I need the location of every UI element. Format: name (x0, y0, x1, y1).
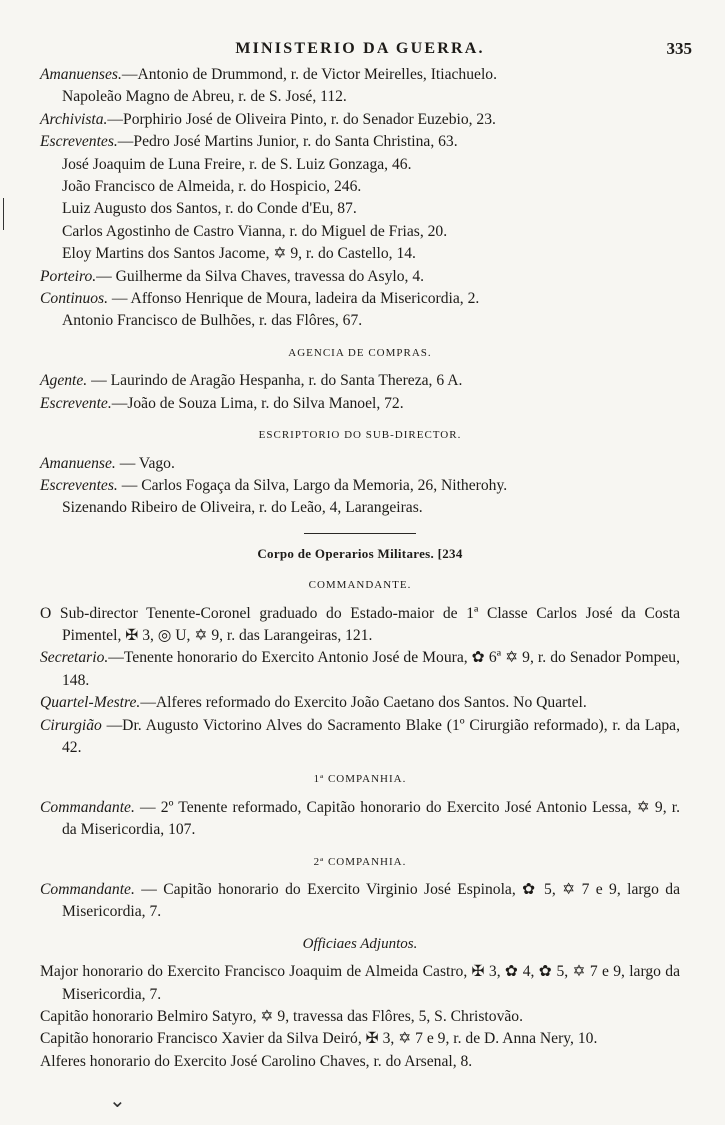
entry-label: Porteiro. (40, 267, 97, 285)
entry (40, 797, 680, 842)
section-heading-officiaes: Officiaes Adjuntos. (302, 935, 418, 952)
page-edge-mark (3, 198, 4, 230)
entry (40, 475, 680, 497)
entry-text: Capitão honorario Belmiro Satyro, ✡ 9, travessa das Flôres, 5, S. Christovão. (40, 1008, 523, 1026)
entry-label: Escreventes. (40, 133, 118, 151)
entry-label: Secretario. (40, 649, 109, 667)
entry (40, 879, 680, 924)
section-staff (40, 64, 680, 333)
entry-text: — Affonso Henrique de Moura, ladeira da Misericordia, 2. (108, 290, 480, 308)
entry (40, 715, 680, 760)
entry-text: —Porphirio José de Oliveira Pinto, r. do Senador Euzebio, 23. (107, 110, 496, 128)
entry (40, 86, 680, 108)
entry (40, 393, 680, 415)
entry-label: Amanuense. (40, 454, 116, 472)
entry-text: — Guilherme da Silva Chaves, travessa do Asylo, 4. (96, 267, 425, 285)
entry-text: Alferes honorario do Exercito José Carolino Chaves, r. do Arsenal, 8. (40, 1052, 473, 1070)
entry (40, 961, 680, 1006)
section-heading-commandante: COMMANDANTE. (308, 579, 412, 592)
pen-stroke-mark: ⌄ (109, 1090, 126, 1112)
entry-text: —Dr. Augusto Victorino Alves do Sacramento Blake (1º Cirurgião reformado), r. da Lapa, 42. (62, 716, 680, 756)
entry-text: — Carlos Fogaça da Silva, Largo da Memoria, 26, Nitherohy. (117, 476, 508, 494)
entry-text: —Antonio de Drummond, r. de Victor Meirelles, Itiachuelo. (121, 66, 497, 83)
entry-label: Archivista. (40, 110, 108, 128)
entry-text: Antonio Francisco de Bulhões, r. das Flôres, 67. (62, 312, 363, 330)
document-page (40, 38, 692, 1073)
entry-text: Carlos Agostinho de Castro Vianna, r. do Miguel de Frias, 20. (62, 222, 448, 240)
section-heading-agencia: AGENCIA DE COMPRAS. (288, 346, 432, 359)
entry-text: — 2º Tenente reformado, Capitão honorario do Exercito José Antonio Lessa, ✡ 9, r. da Misericordia, 107. (62, 798, 680, 839)
entry (40, 154, 680, 176)
entry (40, 131, 680, 153)
entry-label: Amanuenses. (40, 66, 122, 83)
entry-text: — Laurindo de Aragão Hespanha, r. do Santa Thereza, 6 A. (87, 372, 463, 390)
entry-text: Capitão honorario Francisco Xavier da Silva Deiró, ✠ 3, ✡ 7 e 9, r. de D. Anna Nery, 10. (40, 1030, 598, 1048)
entry-label: Escreventes. (40, 476, 118, 494)
entry (40, 310, 680, 332)
entry-text: — Capitão honorario do Exercito Virginio José Espinola, ✿ 5, ✡ 7 e 9, largo da Misericordia, 7. (62, 881, 680, 921)
entry (40, 1006, 680, 1028)
header-title: MINISTERIO DA GUERRA. (235, 40, 485, 57)
entry (40, 453, 680, 475)
entry (40, 692, 680, 714)
section-heading-companhia-1: 1ª COMPANHIA. (313, 773, 407, 786)
entry-text: —Pedro José Martins Junior, r. do Santa Christina, 63. (117, 133, 458, 151)
entry-text: — Vago. (115, 454, 175, 472)
entry-label: Agente. (40, 372, 88, 390)
entry-text: Luiz Augusto dos Santos, r. do Conde d'Eu, 87. (62, 200, 357, 218)
entry (40, 1051, 680, 1073)
entry-label: Escrevente. (40, 394, 112, 412)
entry-label: Commandante. (40, 881, 135, 898)
entry (40, 603, 680, 648)
entry-text: Napoleão Magno de Abreu, r. de S. José, 112. (62, 88, 347, 106)
entry-text: Sizenando Ribeiro de Oliveira, r. do Leão, 4, Larangeiras. (62, 499, 423, 517)
entry (40, 288, 680, 310)
entry (40, 647, 680, 692)
entry (40, 1028, 680, 1050)
entry-text: —Tenente honorario do Exercito Antonio José de Moura, ✿ 6ª ✡ 9, r. do Senador Pompeu, 148. (62, 649, 680, 689)
entry-text: João Francisco de Almeida, r. do Hospicio, 246. (62, 178, 362, 196)
entry-text: —Alferes reformado do Exercito João Caetano dos Santos. No Quartel. (140, 694, 587, 712)
entry-text: Major honorario do Exercito Francisco Joaquim de Almeida Castro, ✠ 3, ✿ 4, ✿ 5, ✡ 7 e 9, largo da Misericordia, 7. (40, 963, 680, 1003)
entry (40, 266, 680, 288)
entry (40, 198, 680, 220)
section-heading-corpo: Corpo de Operarios Militares. [234 (257, 545, 463, 561)
entry (40, 176, 680, 198)
entry-label: Commandante. (40, 798, 135, 816)
entry-label: Cirurgião (40, 716, 102, 734)
entry-label: Continuos. (40, 290, 109, 308)
page-number: 335 (666, 39, 692, 58)
entry-text: O Sub-director Tenente-Coronel graduado do Estado-maior de 1ª Classe Carlos José da Costa Pimentel, ✠ 3, ◎ U, ✡ 9, r. das Larangeiras, 121. (40, 604, 680, 644)
entry-text: —João de Souza Lima, r. do Silva Manoel, 72. (111, 394, 404, 412)
entry-text: Eloy Martins dos Santos Jacome, ✡ 9, r. do Castello, 14. (62, 245, 416, 263)
running-header (40, 38, 692, 64)
entry (40, 370, 680, 392)
entry (40, 497, 680, 519)
entry (40, 64, 680, 86)
entry-text: José Joaquim de Luna Freire, r. de S. Luiz Gonzaga, 46. (62, 155, 412, 173)
entry (40, 109, 680, 131)
section-heading-companhia-2: 2ª COMPANHIA. (313, 855, 407, 868)
entry (40, 221, 680, 243)
entry-label: Quartel-Mestre. (40, 694, 141, 712)
section-divider (304, 533, 416, 534)
entry (40, 243, 680, 265)
section-heading-escriptorio: ESCRIPTORIO DO SUB-DIRECTOR. (258, 429, 462, 442)
